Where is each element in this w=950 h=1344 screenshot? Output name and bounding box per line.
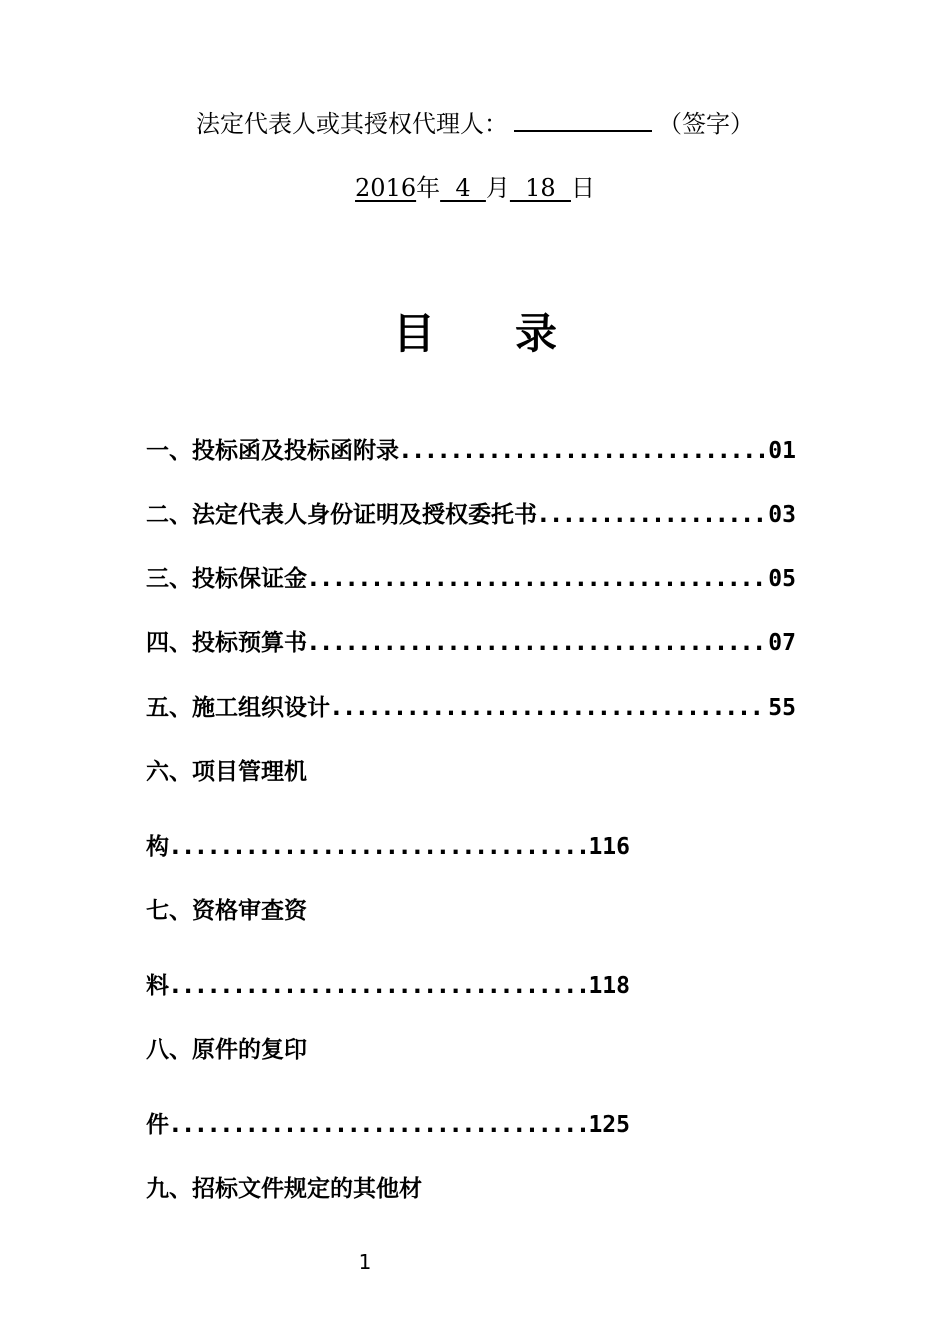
toc-entry-label: 二、法定代表人身份证明及授权委托书: [146, 502, 537, 528]
toc-entry-label: 五、施工组织设计: [146, 695, 330, 721]
toc-entry-page: 125: [588, 1112, 630, 1138]
toc-entry-label-cont: 件: [146, 1112, 169, 1138]
toc-entry[interactable]: [146, 498, 796, 532]
toc-entry-label: 一、投标函及投标函附录: [146, 438, 399, 464]
toc-entry-label: 四、投标预算书: [146, 630, 307, 656]
toc-entry-label: 八、原件的复印: [146, 1037, 307, 1063]
toc-entry[interactable]: [146, 755, 796, 789]
toc-leader: [539, 498, 766, 532]
toc-entry-label: 六、项目管理机: [146, 759, 307, 785]
toc-entry-page: 55: [768, 695, 796, 721]
toc-entry[interactable]: [146, 562, 796, 596]
signature-suffix: （签字）: [658, 110, 754, 138]
toc-leader: [309, 626, 766, 660]
toc-leader: [171, 969, 586, 1003]
toc-entry-label-cont: 料: [146, 973, 169, 999]
toc-entry-label-cont: 构: [146, 834, 169, 860]
toc-entry-continuation[interactable]: [146, 969, 630, 1003]
toc-entry-label: 九、招标文件规定的其他材: [146, 1176, 422, 1202]
toc-entry-page: 116: [588, 834, 630, 860]
date-line: [0, 170, 950, 206]
toc-entry-page: 118: [588, 973, 630, 999]
signature-label: 法定代表人或其授权代理人：: [196, 110, 508, 138]
signature-line: [0, 104, 950, 142]
toc-title: [0, 304, 950, 364]
toc-entry[interactable]: [146, 691, 796, 725]
toc-leader: [332, 691, 766, 725]
page-number: 1: [358, 1250, 372, 1274]
toc-entry-continuation[interactable]: [146, 1108, 630, 1142]
toc-title-char-1: 目: [392, 309, 435, 358]
toc-leader: [401, 434, 766, 468]
toc-entry[interactable]: [146, 1172, 796, 1206]
signature-blank: [514, 104, 652, 132]
toc-entry-label: 七、资格审查资: [146, 898, 307, 924]
date-day: 18: [509, 174, 571, 202]
toc-entry-page: 07: [768, 630, 796, 656]
date-month-unit: 月: [485, 174, 510, 202]
toc-entry-page: 05: [768, 566, 796, 592]
toc-entry-label: 三、投标保证金: [146, 566, 307, 592]
toc-entry[interactable]: [146, 1033, 796, 1067]
toc-entry-page: 03: [768, 502, 796, 528]
toc-title-char-2: 录: [515, 309, 558, 358]
toc-leader: [171, 1108, 586, 1142]
date-month: 4: [440, 174, 486, 202]
date-year: 2016: [355, 174, 417, 202]
toc-entry[interactable]: [146, 434, 796, 468]
date-year-unit: 年: [416, 174, 441, 202]
date-day-unit: 日: [570, 174, 595, 202]
toc-leader: [171, 830, 586, 864]
toc-leader: [309, 562, 766, 596]
toc-entry[interactable]: [146, 894, 796, 928]
toc-entry-page: 01: [768, 438, 796, 464]
toc-entry[interactable]: [146, 626, 796, 660]
toc-entry-continuation[interactable]: [146, 830, 630, 864]
